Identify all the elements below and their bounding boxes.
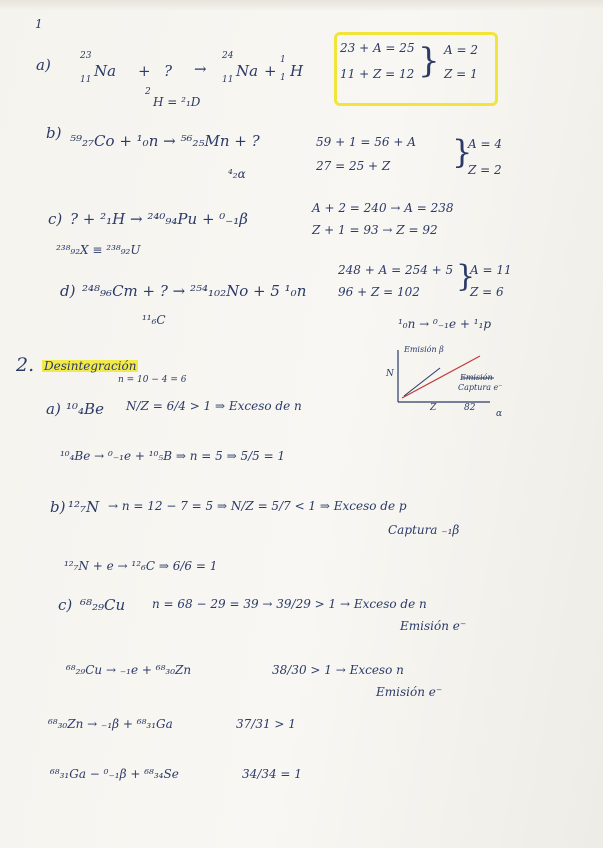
s2a-label: a): [46, 400, 61, 418]
s2c-step2: ⁶⁸₃₀Zn → ₋₁β + ⁶⁸₃₁Ga: [48, 717, 173, 731]
b-res2: Z = 2: [468, 163, 502, 177]
box-res1: A = 2: [444, 43, 478, 57]
na24-symbol: Na: [236, 62, 259, 80]
brace-b: }: [452, 133, 473, 171]
item-b-label: b): [46, 124, 62, 142]
arrow-a: →: [194, 60, 207, 78]
unknown-a: ?: [164, 62, 173, 80]
graph-emision-crossed: Emisión: [460, 373, 493, 382]
s2a-n-calc: n = 10 − 4 = 6: [118, 375, 187, 385]
box-eq1: 23 + A = 25: [340, 41, 415, 55]
s2c-step3: ⁶⁸₃₁Ga − ⁰₋₁β + ⁶⁸₃₄Se: [50, 767, 179, 781]
na23-symbol: Na: [94, 62, 117, 80]
s2b-calc: → n = 12 − 7 = 5 ⇒ N/Z = 5/7 < 1 ⇒ Exceso de p: [108, 499, 407, 513]
h-atomic: 1: [280, 73, 286, 83]
item-a-label: a): [36, 56, 51, 74]
s2c-emision1: Emisión e⁻: [400, 619, 467, 633]
s2c-step2-ratio: 37/31 > 1: [236, 717, 296, 731]
deuterium: H = ²₁D: [153, 95, 201, 109]
emission-curve: [404, 368, 440, 396]
unknown-a-mass: 2: [145, 87, 151, 97]
c-eq1: A + 2 = 240 → A = 238: [312, 201, 454, 215]
stability-graph: [370, 340, 520, 420]
na23-atomic: 11: [80, 75, 92, 85]
c-solution: ²³⁸₉₂X ≡ ²³⁸₉₂U: [56, 243, 141, 257]
b-eq1: 59 + 1 = 56 + A: [316, 135, 416, 149]
graph-captura: Captura e⁻: [458, 383, 503, 392]
s2a-isotope: ¹⁰₄Be: [66, 400, 104, 418]
box-eq2: 11 + Z = 12: [340, 67, 415, 81]
graph-n-label: N: [386, 369, 394, 379]
page-fold: [0, 0, 603, 10]
reaction-d: ²⁴⁸₉₆Cm + ? → ²⁵⁴₁₀₂No + 5 ¹₀n: [82, 282, 307, 300]
item-c-label: c): [48, 210, 63, 228]
reaction-b: ⁵⁹₂₇Co + ¹₀n → ⁵⁶₂₅Mn + ?: [70, 132, 260, 150]
plus-a2: +: [264, 62, 277, 80]
plus-a: +: [138, 62, 151, 80]
s2c-isotope: ⁶⁸₂₉Cu: [80, 596, 126, 614]
b-res1: A = 4: [468, 137, 502, 151]
s2c-step1-ratio: 38/30 > 1 → Exceso n: [272, 663, 404, 677]
na23-mass: 23: [80, 51, 92, 61]
graph-alpha: α: [496, 409, 503, 419]
na24-mass: 24: [222, 51, 234, 61]
h-mass: 1: [280, 55, 286, 65]
s2a-decay: ¹⁰₄Be → ⁰₋₁e + ¹⁰₅B ⇒ n = 5 ⇒ 5/5 = 1: [60, 449, 286, 463]
s2c-calc: n = 68 − 29 = 39 → 39/29 > 1 → Exceso de n: [152, 597, 427, 611]
box-res2: Z = 1: [444, 67, 478, 81]
s2c-step3-ratio: 34/34 = 1: [242, 767, 302, 781]
s2b-label: b): [50, 498, 66, 516]
neutron-decay-note: ¹₀n → ⁰₋₁e + ¹₁p: [398, 317, 492, 331]
d-res1: A = 11: [470, 263, 512, 277]
h-symbol: H: [290, 62, 304, 80]
d-eq2: 96 + Z = 102: [338, 285, 420, 299]
graph-emision-b: Emisión β: [404, 345, 444, 354]
c-eq2: Z + 1 = 93 → Z = 92: [312, 223, 438, 237]
d-res2: Z = 6: [470, 285, 504, 299]
brace-a: }: [418, 41, 440, 81]
brace-d: }: [456, 259, 476, 294]
section-2-number: 2.: [16, 354, 35, 376]
reaction-c: ? + ²₁H → ²⁴⁰₉₄Pu + ⁰₋₁β: [70, 210, 248, 228]
s2b-capture: Captura ₋₁β: [388, 523, 460, 537]
s2b-isotope: ¹²₇N: [68, 498, 100, 516]
s2c-label: c): [58, 596, 73, 614]
s2c-step1: ⁶⁸₂₉Cu → ₋₁e + ⁶⁸₃₀Zn: [66, 663, 192, 677]
s2b-decay: ¹²₇N + e → ¹²₆C ⇒ 6/6 = 1: [64, 559, 218, 573]
d-eq1: 248 + A = 254 + 5: [338, 263, 454, 277]
d-solution: ¹¹₆C: [142, 313, 166, 327]
s2a-ratio: N/Z = 6/4 > 1 ⇒ Exceso de n: [126, 399, 302, 413]
s2c-emision2: Emisión e⁻: [376, 685, 443, 699]
graph-z-label: Z: [430, 403, 437, 413]
section-2-title: Desintegración: [44, 359, 137, 373]
item-d-label: d): [60, 282, 76, 300]
page-number: 1: [35, 17, 43, 31]
alpha-particle: ⁴₂α: [228, 167, 246, 181]
na24-atomic: 11: [222, 75, 234, 85]
b-eq2: 27 = 25 + Z: [316, 159, 391, 173]
graph-82-label: 82: [464, 403, 476, 413]
